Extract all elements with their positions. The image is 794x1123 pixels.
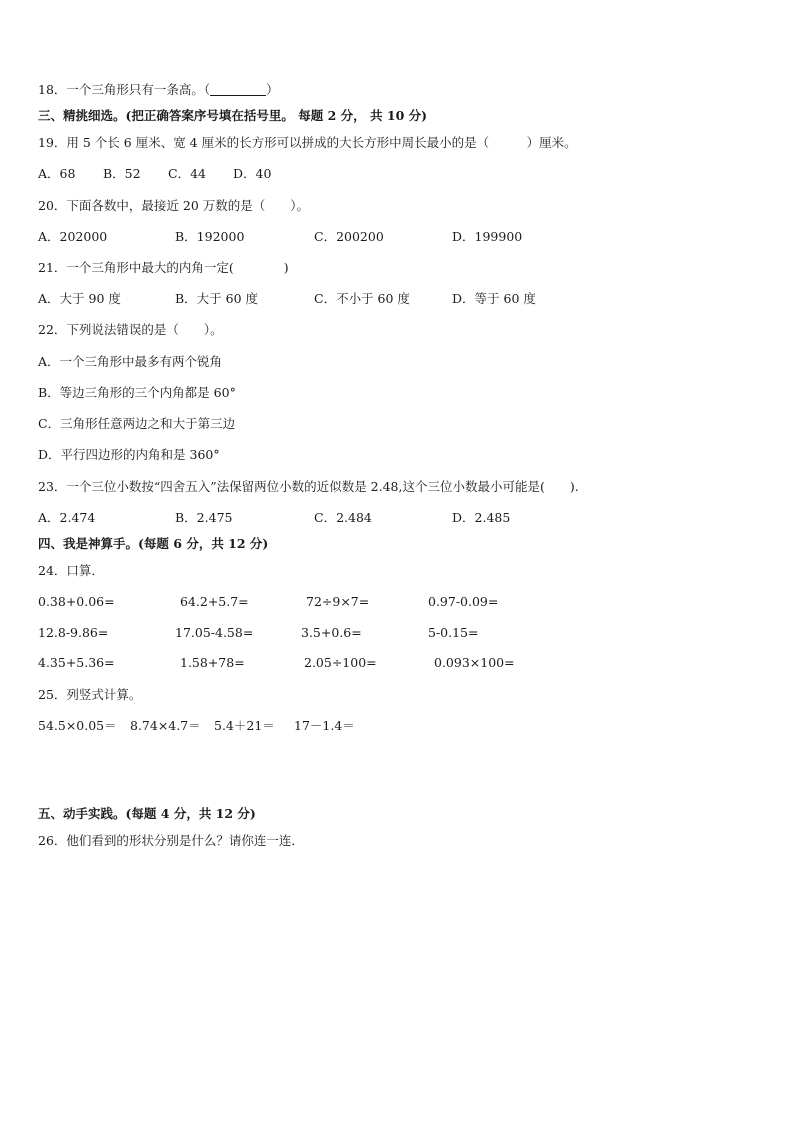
calc-item: 12.8-9.86= (38, 625, 109, 640)
option-d: D．平行四边形的内角和是 360° (38, 447, 220, 462)
question-19: 19．用 5 个长 6 厘米、宽 4 厘米的长方形可以拼成的大长方形中周长最小的是（ ）厘米。 (38, 135, 577, 150)
section-5-title: 五、动手实践。(每题 4 分，共 12 分) (38, 806, 256, 821)
option-d: D．2.485 (452, 510, 511, 525)
calc-item: 0.38+0.06= (38, 594, 115, 609)
mental-math-row (38, 655, 758, 671)
option-d: D．40 (233, 166, 272, 181)
question-24: 24．口算． (38, 563, 104, 578)
option-b: B．大于 60 度 (175, 291, 259, 306)
calc-item: 64.2+5.7= (180, 594, 249, 609)
question-19-options (38, 166, 758, 182)
option-a: A．大于 90 度 (38, 291, 121, 306)
option-a: A．202000 (38, 229, 108, 244)
mental-math-row (38, 625, 758, 641)
option-d: D．等于 60 度 (452, 291, 536, 306)
question-18 (38, 82, 279, 98)
option-c: C．200200 (314, 229, 384, 244)
option-b: B．52 (103, 166, 141, 181)
calc-item: 17－1.4＝ (294, 718, 355, 733)
option-c: C．44 (168, 166, 206, 181)
calc-item: 4.35+5.36= (38, 655, 115, 670)
calc-item: 0.97-0.09= (428, 594, 499, 609)
option-b: B．192000 (175, 229, 245, 244)
question-23: 23．一个三位小数按“四舍五入”法保留两位小数的近似数是 2.48,这个三位小数最小可能是( ). (38, 479, 579, 494)
question-20-options (38, 229, 758, 245)
calc-item: 1.58+78= (180, 655, 245, 670)
calc-item: 8.74×4.7＝ (130, 718, 201, 733)
answer-blank[interactable] (210, 83, 266, 96)
option-c: C．不小于 60 度 (314, 291, 410, 306)
option-a: A．2.474 (38, 510, 96, 525)
option-b: B．等边三角形的三个内角都是 60° (38, 385, 236, 400)
question-26: 26．他们看到的形状分别是什么？请你连一连． (38, 833, 304, 848)
vertical-calc-row (38, 718, 758, 734)
question-20: 20．下面各数中，最接近 20 万数的是（ ）。 (38, 198, 310, 213)
calc-item: 5.4＋21＝ (214, 718, 275, 733)
option-a: A．68 (38, 166, 76, 181)
option-d: D．199900 (452, 229, 523, 244)
option-b: B．2.475 (175, 510, 233, 525)
question-18-text: 18．一个三角形只有一条高。（ (38, 82, 211, 97)
mental-math-row (38, 594, 758, 610)
question-21-options (38, 291, 758, 307)
question-21: 21．一个三角形中最大的内角一定( ) (38, 260, 289, 275)
question-22: 22．下列说法错误的是（ ）。 (38, 322, 223, 337)
calc-item: 2.05÷100= (304, 655, 377, 670)
calc-item: 5-0.15= (428, 625, 479, 640)
calc-item: 3.5+0.6= (301, 625, 362, 640)
section-4-title: 四、我是神算手。(每题 6 分，共 12 分) (38, 536, 269, 551)
calc-item: 54.5×0.05＝ (38, 718, 117, 733)
option-c: C．三角形任意两边之和大于第三边 (38, 416, 236, 431)
option-a: A．一个三角形中最多有两个锐角 (38, 354, 223, 369)
question-25: 25．列竖式计算。 (38, 687, 142, 702)
calc-item: 17.05-4.58= (175, 625, 254, 640)
question-23-options (38, 510, 758, 526)
question-18-close: ） (266, 82, 279, 97)
calc-item: 0.093×100= (434, 655, 515, 670)
option-c: C．2.484 (314, 510, 372, 525)
section-3-title: 三、精挑细选。(把正确答案序号填在括号里。 每题 2 分， 共 10 分) (38, 108, 428, 123)
calc-item: 72÷9×7= (306, 594, 370, 609)
